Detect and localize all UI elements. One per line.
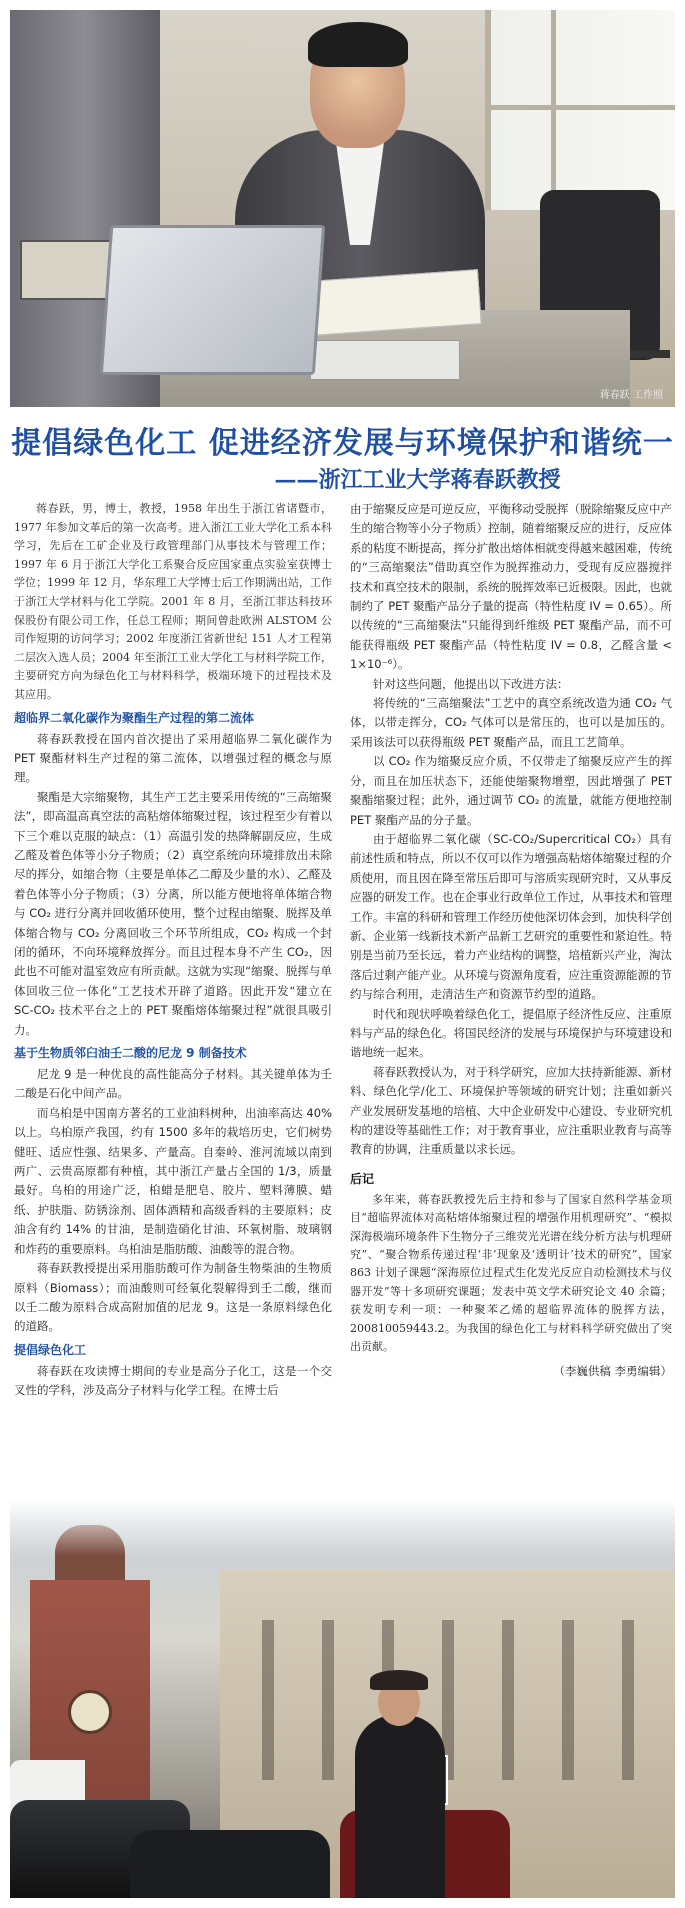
clock-face (68, 1690, 112, 1734)
paragraph: 针对这些问题，他提出以下改进方法： (373, 676, 569, 691)
keyboard (310, 340, 460, 380)
section-heading: 提倡绿色化工 (14, 1342, 87, 1357)
professor-standing (355, 1715, 445, 1898)
paragraph: 将传统的“三高缩聚法”工艺中的真空系统改造为通 CO₂ 气体，以带走挥分，CO₂ 气体可以是常压的，也可以是加压的。采用该法可以获得瓶级 PET 聚酯产品，而且工艺简单。 (350, 696, 672, 749)
paragraph: 尼龙 9 是一种优良的高性能高分子材料。其关键单体为壬二酸是石化中间产品。 (14, 1067, 332, 1101)
window (485, 10, 675, 210)
paragraph: 以 CO₂ 作为缩聚反应介质，不仅带走了缩聚反应产生的挥分，而且在加压状态下，还能使缩聚物增塑，因此增强了 PET 聚酯缩聚过程；此外，通过调节 CO₂ 的流量，就能方便地控制 PET 聚酯产品的分子量。 (350, 754, 672, 827)
afterword-heading: 后记 (350, 1171, 375, 1186)
paragraph: 由于缩聚反应是可逆反应，平衡移动受脱挥（脱除缩聚反应中产生的缩合物等小分子物质）控制，随着缩聚反应的进行，反应体系的粘度不断提高，挥分扩散出熔体相就变得越来越困难，传统的“三高缩聚法”借助真空作为脱挥推动力，受现有反应器搅拌技术和真空技术的限制，系统的脱挥效率已近极限。因此，也就制约了 PET 聚酯产品分子量的提高（特性粘度 IV = 0.65）。所以传统的“三高缩聚法”只能得到纤维级 PET 聚酯产品，而不可能获得瓶级 PET 聚酯产品（特性粘度 IV = 0.8，乙醛含量 < 1×10⁻⁶）。 (350, 502, 672, 672)
laptop (100, 225, 325, 375)
byline: （李巍供稿 李勇编辑） (553, 1364, 672, 1379)
paragraph: 而乌桕是中国南方著名的工业油料树种，出油率高达 40% 以上。乌桕原产我国，约有 1500 多年的栽培历史，它们树势健旺、适应性强、结果多、产量高。自秦岭、淮河流域以南到两广、云贵高原都有种植，其中浙江产量占全国的 1/3，质量最好。乌桕的用途广泛，桕蜡是肥皂、胶片、塑料薄膜、蜡纸、护肤脂、防锈涂剂、固体酒精和高级香料的主要原料；皮油含有约 14% 的甘油，是制造硝化甘油、环氧树脂、玻璃钢和炸药的重要原料。乌桕油是脂肪酸、油酸等的混合物。 (14, 1105, 332, 1256)
left-column (14, 500, 332, 1401)
article-subtitle: ——浙江工业大学蒋春跃教授 (274, 467, 561, 493)
section-heading: 基于生物质邻臼油壬二酸的尼龙 9 制备技术 (14, 1046, 247, 1061)
right-column (350, 500, 672, 1382)
author-bio: 蒋春跃，男，博士，教授，1958 年出生于浙江省诸暨市，1977 年参加文革后的第一次高考。进入浙江工业大学化工系本科学习，先后在工矿企业及行政管理部门从事技术与管理工作；1997 年 6 月于浙江大学化工系聚合反应国家重点实验室获博士学位；1999 年 12 月，华东理工大学博士后工作期满出站，工作于浙江大学材料与化工学院。2001 年 8 月，至浙江菲达科技环保股份有限公司工作，任总工程师；期间曾赴欧洲 ALSTOM 公司作短期的访问学习；2002 年度浙江省新世纪 151 人才工程第二层次入选人员；2004 年至浙江工业大学化工与材料学院工作，主要研究方向为绿色化工与材料科学，极端环境下的过程技术及其应用。 (14, 502, 332, 701)
paragraph: 蒋春跃教授在国内首次提出了采用超临界二氧化碳作为 PET 聚酯材料生产过程的第二流体，以增强过程的概念与原理。 (14, 731, 332, 785)
section-heading: 超临界二氧化碳作为聚酯生产过程的第二流体 (14, 710, 255, 725)
photo-credit: 蒋春跃 工作照 (599, 390, 663, 401)
afterword: 多年来，蒋春跃教授先后主持和参与了国家自然科学基金项目“超临界流体对高粘熔体缩聚过程的增强作用机理研究”、“模拟深海极端环境条件下生物分子三维荧光光谱在线分析方法与机理研究”、“聚合物系传递过程‘非’现象及‘透明计’技术的研究”，国家 863 计划子课题“深海原位过程式生化发光反应自动检测技术与仪器开发”等十多项研究课题；发表中英文学术研究论文 40 余篇；获发明专利一项：一种聚苯乙烯的超临界流体的脱挥方法，200810059443.2。为我国的绿色化工与材料科学研究做出了突出贡献。 (350, 1192, 672, 1354)
paragraph: 由于超临界二氧化碳（SC-CO₂/Supercritical CO₂）具有前述性质和特点，所以不仅可以作为增强高粘熔体缩聚过程的介质使用，而且因在降至常压后即可与溶质实现研究时，又从事反应器的研发工作。也在企事业行政单位工作过，从事技术和管理工作。丰富的科研和管理工作经历使他深切体会到，加快科学创新、企业第一线新技术新产品新工艺研究的重要性和紧迫性。特别是当前乃至长远，着力产业结构的调整，培植新兴产业，淘汰落后过剩产能产业。从环境与资源角度看，应注重资源能源的节约与综合利用，走清洁生产和资源节约型的道路。 (350, 831, 672, 1002)
paragraph: 蒋春跃在攻读博士期间的专业是高分子化工，这是一个交叉性的学科，涉及高分子材料与化学工程。在博士后 (14, 1363, 332, 1398)
paragraph: 蒋春跃教授提出采用脂肪酸可作为制备生物柴油的生物质原料（Biomass）；而油酸则可经氧化裂解得到壬二酸，继而以壬二酸为原料合成高附加值的尼龙 9。这是一条原料绿色化的道路。 (14, 1261, 332, 1334)
article-title: 提倡绿色化工 促进经济发展与环境保护和谐统一 (11, 426, 674, 461)
portrait-photo (10, 10, 675, 407)
paragraph: 蒋春跃教授认为，对于科学研究，应加大扶持新能源、新材料、绿色化学/化工、环境保护等领域的研究计划；注重如新兴产业发展研发基地的培植、大中企业研发中心建设、专业研究机构的建设等基础性工作；对于教育事业，应注重职业教育与高等教育的协调，注重质量以求长远。 (350, 1064, 672, 1157)
paragraph: 聚酯是大宗缩聚物，其生产工艺主要采用传统的“三高缩聚法”，即高温高真空法的高粘熔体缩聚过程，该过程至少有着以下三个难以克服的缺点：（1）高温引发的热降解副反应，生成乙醛及着色体等小分子物质；（2）真空系统向环境排放出未除尽的挥分，如缩合物（主要是单体乙二醇及少量的水）、乙醛及着色体等小分子物质；（3）分离，所以能方便地将单体缩合物与 CO₂ 进行分离并回收循环使用，整个过程由缩聚、脱挥及单体缩合物与 CO₂ 分离回收三个环节所组成，CO₂ 构成一个封闭的循环，不向环境释放挥分。而且过程本身不产生 CO₂，因此也不可能对温室效应有所贡献。这就为实现“缩聚、脱挥与单体回收三位一体化”工艺技术开辟了道路。因此开发“建立在 SC-CO₂ 技术平台之上的 PET 聚酯熔体缩聚过程”就很具吸引力。 (14, 789, 332, 1037)
car (130, 1830, 330, 1898)
hat (370, 1670, 428, 1690)
paragraph: 时代和现状呼唤着绿色化工，提倡原子经济性反应、注重原料与产品的绿色化。将国民经济的发展与环境保护与环境建设和谐地统一起来。 (350, 1006, 672, 1060)
street-photo (10, 1500, 675, 1898)
